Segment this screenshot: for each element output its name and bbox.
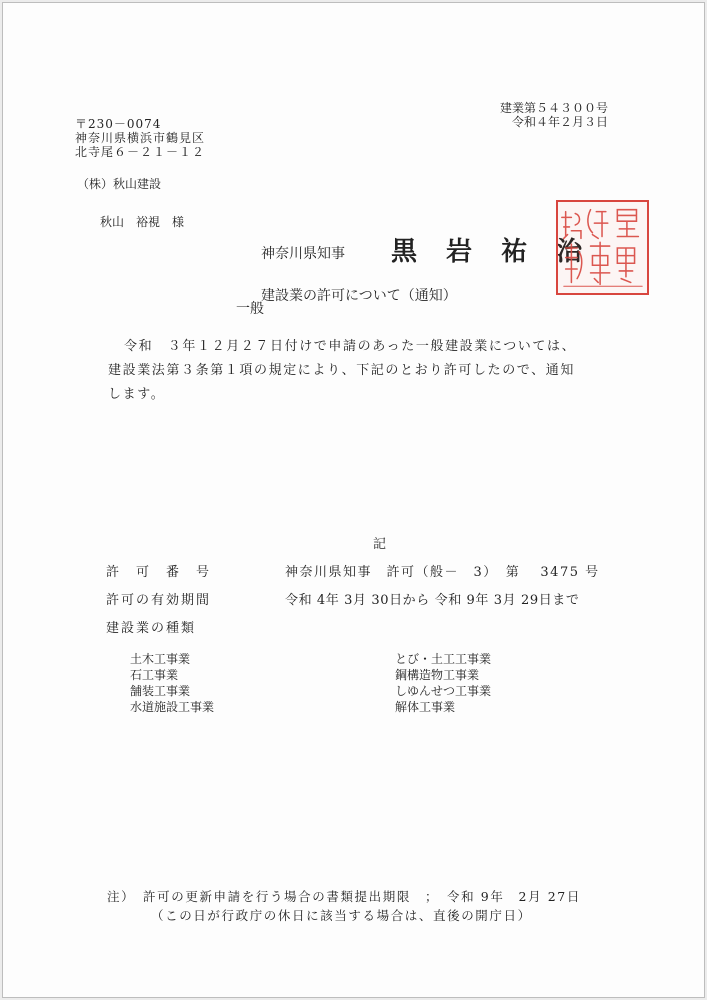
list-item: 舗装工事業 — [130, 684, 191, 698]
seal-icon — [558, 202, 647, 293]
list-item: 鋼構造物工事業 — [395, 668, 480, 682]
types-label: 建設業の種類 — [106, 621, 197, 636]
address-line-1: 神奈川県横浜市鶴見区 — [75, 131, 206, 145]
issuer-title: 神奈川県知事 — [261, 246, 345, 262]
list-item: しゆんせつ工事業 — [395, 684, 492, 698]
recipient-address — [75, 117, 205, 159]
list-item: とび・土工工事業 — [395, 652, 492, 666]
postal-code: 〒230－0074 — [75, 117, 162, 131]
document-date: 令和４年２月３日 — [511, 115, 608, 129]
list-item: 石工事業 — [130, 668, 179, 682]
document-reference — [500, 101, 608, 129]
permit-number-value: 神奈川県知事 許可（般－ 3） 第 3475 号 — [285, 565, 600, 580]
issuer-name: 黒 岩 祐 治 — [391, 237, 593, 267]
list-item: 解体工事業 — [395, 700, 456, 714]
validity-value: 令和 4年 3月 30日から 令和 9年 3月 29日まで — [285, 593, 580, 608]
subject-title: 建設業の許可について（通知） — [261, 288, 457, 304]
recipient-name: 秋山 裕視 様 — [100, 215, 185, 229]
note-line-1: 注） 許可の更新申請を行う場合の書類提出期限 ； 令和 9年 2月 27日 — [107, 889, 581, 904]
validity-label: 許可の有効期間 — [106, 593, 212, 608]
body-line-2: 建設業法第３条第１項の規定により、下記のとおり許可したので、通知 — [108, 363, 575, 378]
subject-prefix: 一般 — [236, 301, 264, 317]
body-line-3: します。 — [108, 387, 166, 402]
permit-number-label: 許 可 番 号 — [106, 565, 212, 580]
note-line-2: （この日が行政庁の休日に該当する場合は、直後の開庁日） — [151, 908, 532, 923]
body-line-1: 令和 ３年１２月２７日付けで申請のあった一般建設業については、 — [124, 339, 577, 354]
types-list-right — [395, 651, 491, 715]
address-line-2: 北寺尾６－２１－１２ — [75, 145, 206, 159]
list-item: 土木工事業 — [130, 652, 191, 666]
company-name: （株）秋山建設 — [77, 177, 162, 191]
official-seal-stamp — [556, 200, 649, 295]
body-paragraph — [108, 335, 576, 407]
ki-heading: 記 — [373, 537, 387, 552]
list-item: 水道施設工事業 — [130, 700, 215, 714]
types-list-left — [130, 651, 214, 715]
document-number: 建業第５４３００号 — [499, 101, 608, 115]
document-page — [2, 2, 705, 998]
